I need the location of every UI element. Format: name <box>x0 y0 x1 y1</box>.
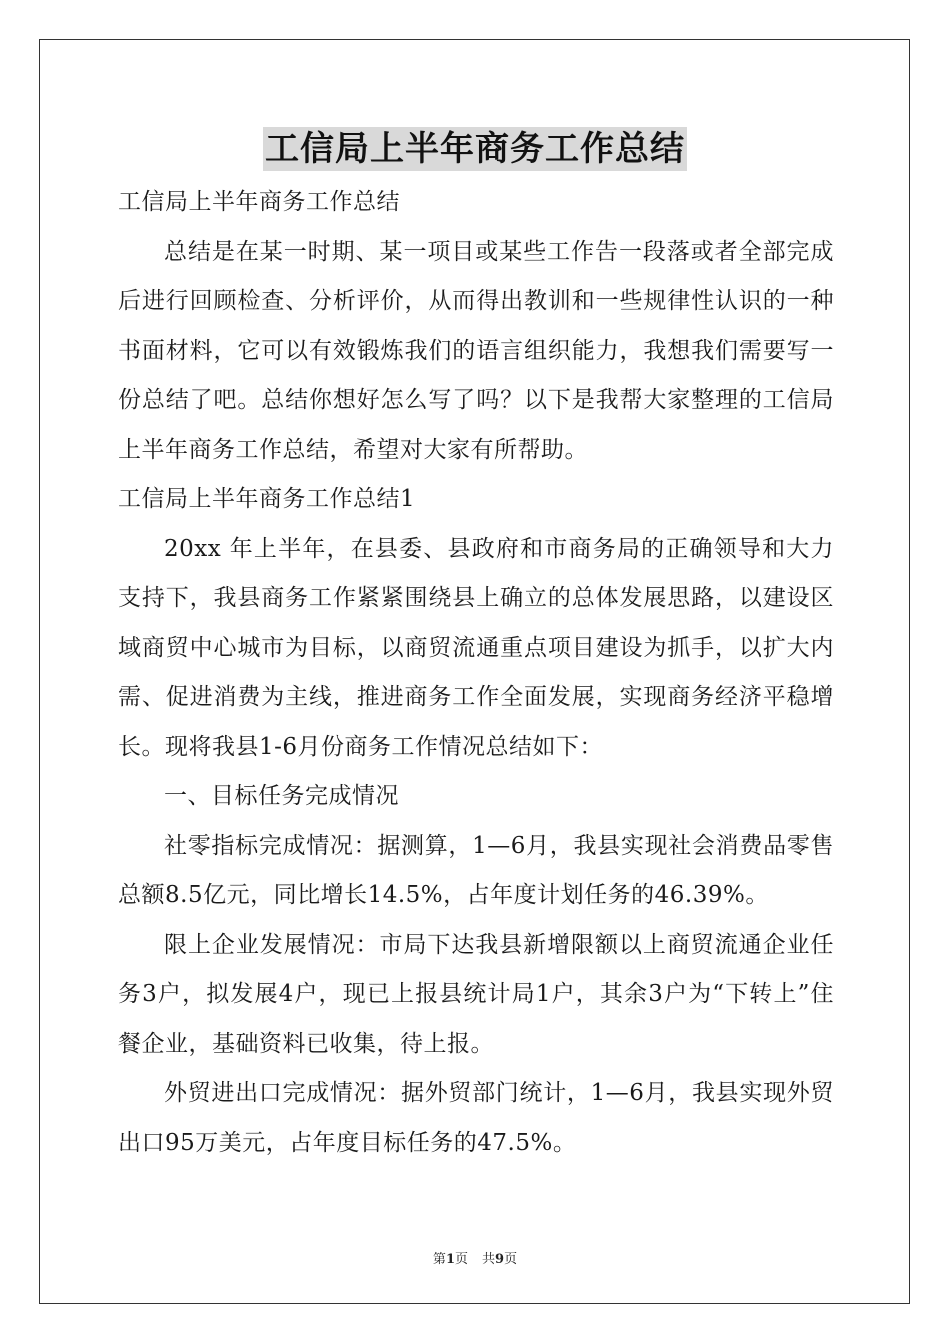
paragraph: 限上企业发展情况：市局下达我县新增限额以上商贸流通企业任务3户，拟发展4户，现已上报县统计局1户，其余3户为“下转上”住餐企业，基础资料已收集，待上报。 <box>118 931 834 1057</box>
total-pages-number: 9 <box>495 1252 505 1267</box>
total-prefix: 共 <box>482 1252 496 1267</box>
document-body <box>118 178 834 1168</box>
paragraph: 20xx 年上半年，在县委、县政府和市商务局的正确领导和大力支持下，我县商务工作紧紧围绕县上确立的总体发展思路，以建设区域商贸中心城市为目标，以商贸流通重点项目建设为抓手，以扩大内需、促进消费为主线，推进商务工作全面发展，实现商务经济平稳增长。现将我县1-6月份商务工作情况总结如下： <box>118 535 834 760</box>
current-page-number: 1 <box>445 1252 455 1267</box>
page-footer <box>0 1248 950 1267</box>
paragraph: 总结是在某一时期、某一项目或某些工作告一段落或者全部完成后进行回顾检查、分析评价，从而得出教训和一些规律性认识的一种书面材料，它可以有效锻炼我们的语言组织能力，我想我们需要写一份总结了吧。总结你想好怎么写了吗？以下是我帮大家整理的工信局上半年商务工作总结，希望对大家有所帮助。 <box>118 238 834 463</box>
paragraph: 社零指标完成情况：据测算，1—6月，我县实现社会消费品零售总额8.5亿元，同比增长14.5%，占年度计划任务的46.39%。 <box>118 832 834 908</box>
page-prefix: 第 <box>432 1252 446 1267</box>
paragraph: 外贸进出口完成情况：据外贸部门统计，1—6月，我县实现外贸出口95万美元，占年度目标任务的47.5%。 <box>118 1080 834 1156</box>
page-suffix: 页 <box>454 1252 468 1267</box>
total-suffix: 页 <box>504 1252 518 1267</box>
title-container <box>0 127 950 171</box>
section-heading: 工信局上半年商务工作总结1 <box>118 486 416 512</box>
paragraph: 工信局上半年商务工作总结 <box>118 189 400 215</box>
document-title: 工信局上半年商务工作总结 <box>265 129 685 169</box>
subheading: 一、目标任务完成情况 <box>164 783 399 809</box>
